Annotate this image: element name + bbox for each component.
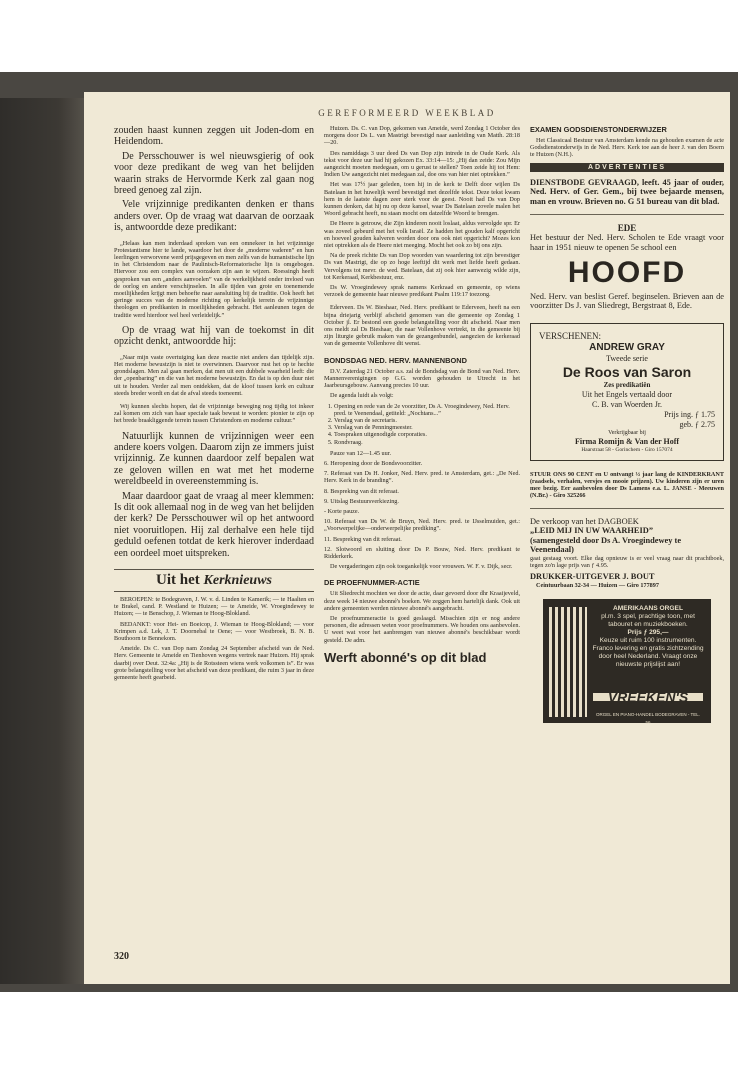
agenda-item: - Korte pauze. xyxy=(324,507,360,515)
agenda-item: 12. Slotwoord en sluiting door Ds P. Bouw, Ned. Herv. predikant te Ridderkerk. xyxy=(324,545,520,560)
ad-text: Ceintuurbaan 32-34 — Huizen — Giro 177897 xyxy=(536,581,659,589)
ad-heading: EDE xyxy=(617,223,637,234)
agenda-item: 11. Bespreking van dit referaat. xyxy=(324,535,402,543)
article-heading: BONDSDAG NED. HERV. MANNENBOND xyxy=(324,355,467,365)
church-news-item: BEDANKT: voor Hei- en Boeicop, J. Wieman te Hoog-Blokland; — voor Krimpen a.d. Lek, J. T. Doornebal te Oene; — voor Westbroek, B. N. B. Bouthoorn te Bennekom. xyxy=(114,620,314,643)
ad-text: Ned. Herv. van beslist Geref. beginselen. Brieven aan de voorzitter Ds J. van Sliedregt, Bergstraat 8, Ede. xyxy=(530,291,724,311)
slogan: Werft abonné's op dit blad xyxy=(324,649,487,665)
divider xyxy=(530,508,724,509)
ad-dienstbode: DIENSTBODE GEVRAAGD, leeft. 45 jaar of ouder, Ned. Herv. of Ger. Gem., bij twee bejaarde mensen, man en vrouw. Brieven no. G 51 bureau van dit blad. xyxy=(530,177,724,206)
ad-text: (samengesteld door Ds A. Vroegindewey te Veenendaal) xyxy=(530,535,682,555)
book-translator-line: Uit het Engels vertaald door xyxy=(581,389,673,399)
paragraph: De vergaderingen zijn ook toegankelijk voor vrouwen. W. F. v. Dijk, secr. xyxy=(330,563,513,571)
paragraph: Natuurlijk kunnen de vrijzinnigen weer een andere koers volgen. Daarom zijn ze immers juist vrijzinnig. Ze kunnen daardoor zelf bepalen wat ze geloven willen en wat met het moderne wereldbeeld in overeenstemming is. xyxy=(114,430,314,488)
paragraph: De proefnummeractie is goed geslaagd. Misschien zijn er nog andere personen, die adressen weten voor proefnummers. We houden ons aanbevolen. U weet wat voor het aanbrengen van nieuwe abonné's beschikbaar wordt gesteld. De adm. xyxy=(324,614,520,644)
agenda-item: 9. Uitslag Bestuursverkiezing. xyxy=(324,497,399,505)
organ-ad-desc: Keuze uit ruim 100 instrumenten. Franco levering en gratis zichtzending door heel Nederland. Vraagt onze nieuwste prijslijst aan! xyxy=(592,637,704,669)
divider xyxy=(530,214,724,215)
agenda-item: 1. Opening en rede van de 2e voorzitter, Ds A. Vroegindewey, Ned. Herv. pred. te Veenendaal, getiteld: „Nochtans...” xyxy=(334,403,520,417)
publisher-name: Firma Romijn & Van der Hoff xyxy=(574,436,680,446)
paragraph: Vele vrijzinnige predikanten denken er thans anders over. Op de vraag wat daarvan de oorzaak is, antwoordde deze predikant: xyxy=(114,199,314,234)
newspaper-page xyxy=(84,92,730,984)
agenda-item: 2. Verslag van de secretaris. xyxy=(334,417,520,424)
ad-label: Verkrijgbaar bij xyxy=(608,429,646,436)
agenda-item: 7. Referaat van Ds H. Jonker, Ned. Herv. pred. te Amsterdam, get.: „De Ned. Herv. Kerk in de branding”. xyxy=(324,470,520,485)
paragraph: Pauze van 12—1.45 uur. xyxy=(330,449,392,457)
book-ad-box xyxy=(530,323,724,461)
organ-ad-desc: pl.m. 3 spel, prachtige toon, met tabouret en muziekboeken. xyxy=(601,613,695,629)
running-header: GEREFORMEERD WEEKBLAD xyxy=(318,108,496,118)
organ-ad xyxy=(543,599,711,726)
book-price: geb. ƒ 2.75 xyxy=(679,419,715,429)
paragraph: Het Classicaal Bestuur van Amsterdam kende na gehouden examen de acte Godsdienstonderwijs in de Ned. Herv. Kerk toe aan de heer J. van den Boern te Huizen (N.H.). xyxy=(530,137,724,159)
section-heading-text: Uit het xyxy=(156,572,200,588)
page-number: 320 xyxy=(114,951,129,962)
section-heading xyxy=(114,569,314,592)
book-spine xyxy=(0,98,84,984)
agenda-list xyxy=(324,403,520,446)
ad-text: gaat gestaag voort. Elke dag opnieuw is er veel vraag naar dit prachtboek, tegen zo'n lage prijs van ƒ 4.95. xyxy=(530,554,724,570)
paragraph: Het was 17½ jaar geleden, toen hij in de kerk te Delft door wijlen Ds Batelaan in het huwelijk werd bevestigd met dezelfde tekst. Deze tekst kwam hem in de laatste dagen zeer sterk voor de geest. Nooit had Ds van Dop kunnen denken, dat hij nu op deze kansel, waar Ds Batelaan zovele malen het Woord gebracht heeft, nu staan mocht om datzelfde Woord te brengen. xyxy=(324,181,520,218)
paragraph: De Persschouwer is wel nieuwsgierig of ook voor deze predikant de weg van het belijden waarin straks de Hervormde Kerk zal gaan nog breed genoeg zal zijn. xyxy=(114,150,314,197)
book-subtitle: Zes predikatiën xyxy=(603,380,651,389)
organ-ad-brand: VREEKEN'S xyxy=(593,693,703,701)
advertisements-band: ADVERTENTIES xyxy=(530,163,724,172)
paragraph: Uit Sliedrecht mochten we door de actie, daar gevoerd door dhr Kraaijeveld, deze week 14 nieuwe abonné's boeken. We zeggen hem hartelijk dank. Ook uit andere gemeenten werden nieuwe abonné's aangebracht. xyxy=(324,590,520,612)
quote: „Naar mijn vaste overtuiging kan deze reactie niet anders dan tijdelijk zijn. Het moderne bewustzijn is niet te overwinnen. Daarvoor rust het op te hechte grondslagen. Men zal gaan merken, dat men uit een dubbele waarheid leeft: die der „openbaring” en die van het moderne bewustzijn. En dat is op den duur niet uit te houden. Verder zal men ontdekken, dat de kloof tussen kerk en cultuur steeds breder wordt en dat de afval steeds toeneemt. xyxy=(114,353,314,397)
paragraph: De Heere is getrouw, die Zijn kinderen nooit loslaat, aldus vervolgde spr. Er was zoveel gebeurd met het volk Israël. Ze hadden het gouden kalf opgericht en hoeveel gouden kalveren worden door ons ook niet opgericht? Mozes kon niet optrekken als de Heere niet meeging. Mocht het ook zo bij ons zijn. xyxy=(324,220,520,250)
agenda-item: 5. Rondvraag. xyxy=(334,439,520,446)
book-title: De Roos van Saron xyxy=(562,363,692,380)
book-series: Tweede serie xyxy=(606,353,648,363)
article-heading: EXAMEN GODSDIENSTONDERWIJZER xyxy=(530,125,667,134)
publisher-address: Haarstraat 58 - Gorinchem - Giro 157074 xyxy=(581,446,673,453)
paragraph: Ds W. Vroegindewey sprak namens Kerkraad en gemeente, op wiens verzoek de gemeente haar nieuwe predikant Psalm 119:17 toezong. xyxy=(324,284,520,299)
organ-ad-text xyxy=(591,605,705,669)
ad-text: STUUR ONS 90 CENT en U ontvangt ½ jaar lang de KINDERKRANT (raadsels, verhalen, versjes en mooie prijzen). Uw kinderen zijn er uren mee bezig. Eer aanbevolen door Ds Lamens e.a. L. JANSE - Meeuwen (N.Br.) - Giro 325266 xyxy=(530,470,724,500)
agenda-item: 10. Referaat van Ds W. de Bruyn, Ned. Herv. pred. te IJsselmuiden, get.: „Voorwerpelijke—onderwerpelijke prediking”. xyxy=(324,518,520,533)
book-price: Prijs ing. ƒ 1.75 xyxy=(664,409,715,419)
ad-text: DRUKKER-UITGEVER J. BOUT xyxy=(530,572,655,582)
paragraph: De agenda luidt als volgt: xyxy=(330,392,394,400)
agenda-item: 4. Toespraken uitgenodigde corporaties. xyxy=(334,431,520,438)
ad-headline: HOOFD xyxy=(567,255,687,289)
organ-pipes-icon xyxy=(549,607,587,717)
ad-text: Het bestuur der Ned. Herv. Scholen te Ede vraagt voor haar in 1951 nieuw te openen 5e school een xyxy=(530,233,724,252)
organ-ad-address: ORGEL EN PIANO-HANDEL BODEGRAVEN - TEL. 56 xyxy=(595,712,701,726)
church-news-item: Ameide. Ds C. van Dop nam Zondag 24 September afscheid van de Ned. Herv. Gemeente te Ameide en Tienhoven wegens vertrek naar Huizen. Hij sprak daarbij over Deut. 32:4a: „Hij is de Rotssteen wiens werk volkomen is”. Er was grote belangstelling voor het afscheid van deze predikant, die ruim 3 jaar in deze gemeente heeft gearbeid. xyxy=(114,645,314,682)
ad-text xyxy=(530,178,724,207)
paragraph: Ederveen. Ds W. Bieshaar, Ned. Herv. predikant te Ederveen, heeft na een bijna driejarig verblijf afscheid genomen van die gemeente op Zondag 1 October jl. Er bestond een goede belangstelling voor dit afscheid. Naar men ons meldt zal Ds Bieshaar, die naar Vollenhove vertrekt, in die gemeente bij zijn liturgie gebruik maken van de gezangenbundel, aangezien de kerkeraad van de gemeente Vollenhove dit wenst. xyxy=(324,304,520,348)
organ-ad-price: Prijs ƒ 295,— xyxy=(627,629,669,637)
paragraph: D.V. Zaterdag 21 October a.s. zal de Bondsdag van de Bond van Ned. Herv. Mannenverenigingen op G.G. worden gehouden te Utrecht in het Jaarbeursgebouw. Aanvang precies 10 uur. xyxy=(324,367,520,390)
book-author: ANDREW GRAY xyxy=(589,341,665,353)
article-heading: DE PROEFNUMMER-ACTIE xyxy=(324,578,420,588)
paragraph: Na de preek richtte Ds van Dop woorden van waardering tot zijn bevestiger Ds van Mastrigt, die op zo hoge leeftijd dit werk met liefde heeft gedaan. Vervolgens tot mevr. de wed. Batelaan, dat zij ook hier aanwezig wilde zijn, tot Kerkeraad, Kerkbestuur, enz. xyxy=(324,252,520,281)
column-3 xyxy=(530,125,724,726)
paragraph: zouden haast kunnen zeggen uit Joden-dom en Heidendom. xyxy=(114,125,314,148)
paragraph: Huizen. Ds. C. van Dop, gekomen van Ameide, werd Zondag 1 October des morgens door Ds L. van Mastrigt bevestigd naar aanleiding van Matth. 28:18—20. xyxy=(324,125,520,147)
agenda-item: 6. Heropening door de Bondsvoorzitter. xyxy=(324,459,423,467)
section-heading-script: Kerknieuws xyxy=(203,573,272,588)
ad-text: „LEID MIJ IN UW WAARHEID” xyxy=(530,526,654,536)
agenda-item: 8. Bespreking van dit referaat. xyxy=(324,487,399,495)
quote: Wij kunnen slechts hopen, dat de vrijzinnige beweging nog tijdig tot inkeer zal komen om zich van haar speciale taak bewust te worden: pionier te zijn op het brede braakliggende terrein tussen Christendom en moderne cultuur.” xyxy=(114,402,314,425)
column-2 xyxy=(324,125,520,665)
quote: „Helaas kan men inderdaad spreken van een omnekeer in het vrijzinnige Protestantisme hier te lande, waardoor het door de „moderne vaderen” en hun leerlingen verworvene werd prijsgegeven en men zelfs van de humanistische lijn in het Christendom naar de Paulinisch-Reformatorische lijn is omgebogen. Hiervoor zou een complex van oorzaken zijn aan te wijzen. Roessingh heeft gesproken van een „anders aanvoelen” van de werkelijkheid onder invloed van de oorlog en andere verschijnselen. In alle tijden van grote en toenemende moeilijkheden krijgt men behoefte naar aansluiting bij de traditie. Ook heeft het geringe succes van de moderne richting op kerkelijk terrein de vrijzinnige theologen en predikanten in moeilijkheden gebracht. Het aanleunen tegen de traditie werd hierdoor wel heel verleidelijk.” xyxy=(114,239,314,319)
paragraph: Maar daardoor gaat de vraag al meer klemmen: Is dit ook allemaal nog in de weg van het belijden der kerk? De Persschouwer wil op het antwoord niet vooruitlopen. Hij zal derhalve een hele tijd geduld oefenen totdat de kerk hierover inderdaad een oordeel moet uitspreken. xyxy=(114,490,314,559)
paragraph: Op de vraag wat hij van de toekomst in dit opzicht denkt, antwoordde hij: xyxy=(114,324,314,348)
ad-label: VERSCHENEN: xyxy=(539,330,602,341)
church-news-item: BEROEPEN: te Bodegraven, J. W. v. d. Linden te Kamerik; — te Haalten en te Brakel, cand. P. Westland te Huizen; — te Ameide, W. Vroegindewey te Huizen; — te Benschop, J. Wieman te Hoog-Blokland. xyxy=(114,596,314,618)
paragraph: Des namiddags 3 uur deed Ds van Dop zijn intrede in de Oude Kerk. Als tekst voor deze uur had hij gekozen Ex. 33:14—15: „Hij dan zeide: Zou Mijn aangezicht moeten medegaan, om u gerust te stellen? Toen zeide hij tot Hem: Indien Uw aangezicht niet medegaan zal, doe ons van hier niet optrekken.” xyxy=(324,149,520,179)
organ-ad-title: AMERIKAANS ORGEL xyxy=(613,605,683,613)
column-1 xyxy=(114,125,314,684)
agenda-item: 3. Verslag van de Penningmeester. xyxy=(334,424,520,431)
book-translator: C. B. van Woerden Jr. xyxy=(591,399,663,409)
ad-text: De verkoop van het DAGBOEK xyxy=(530,516,639,526)
